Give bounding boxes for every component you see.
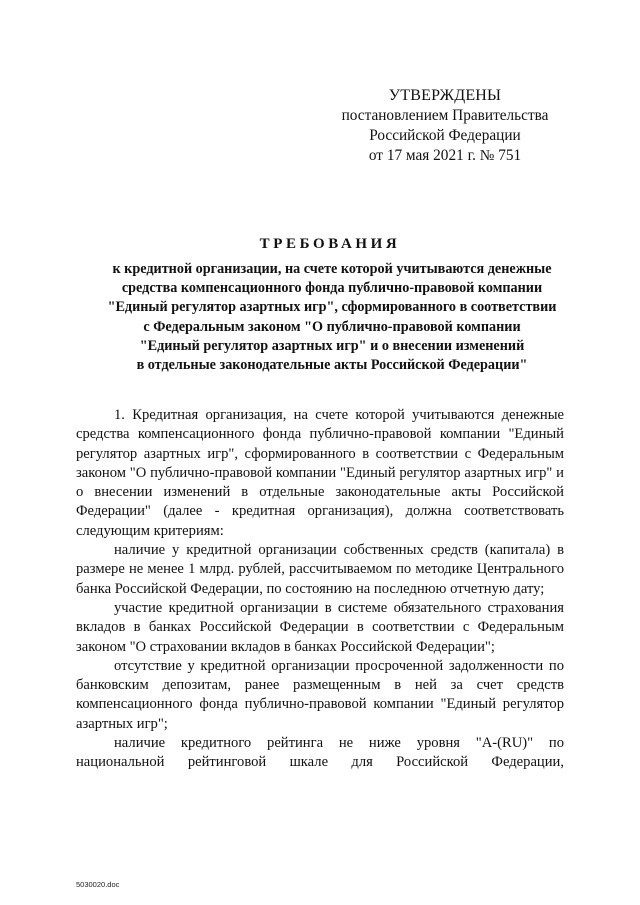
paragraph-no-overdue-debt-criterion: отсутствие у кредитной организации просроченной задолженности по банковским депозитам, ранее размещенным в ней за счет средств компенсационного фонда публично-правовой компании "Единый регулятор азартных игр"; <box>76 657 564 732</box>
approval-line-3: от 17 мая 2021 г. № 751 <box>368 147 522 164</box>
file-name-footer: 5030020.doc <box>76 880 120 889</box>
paragraph-1: 1. Кредитная организация, на счете которой учитываются денежные средства компенсационного фонда публично-правовой компании "Единый регулятор азартных игр", сформированного в соответствии с Федеральным законом "О публично-правовой компании "Единый регулятор азартных игр" и о внесении изменений в отдельные законодательные акты Российской Федерации" (далее - кредитная организация), должна соответствовать следующим критериям: <box>76 407 564 539</box>
approval-heading: УТВЕРЖДЕНЫ <box>388 87 502 104</box>
subtitle-line: с Федеральным законом "О публично-правовой компании <box>143 318 521 335</box>
subtitle-line: "Единый регулятор азартных игр" и о внесении изменений <box>139 337 525 354</box>
subtitle-line: "Единый регулятор азартных игр", сформированного в соответствии <box>107 299 557 316</box>
document-title: ТРЕБОВАНИЯ <box>259 236 401 252</box>
paragraph-credit-rating-criterion: наличие кредитного рейтинга не ниже уровня "A-(RU)" по национальной рейтинговой шкале для Российской Федерации, <box>76 735 564 771</box>
paragraph-capital-criterion: наличие у кредитной организации собственных средств (капитала) в размере не менее 1 млрд. рублей, рассчитываемом по методике Центрального банка Российской Федерации, по состоянию на последнюю отчетную дату; <box>76 542 564 597</box>
subtitle-line: в отдельные законодательные акты Российской Федерации" <box>136 357 528 374</box>
approval-line-2: Российской Федерации <box>369 127 521 144</box>
document-body <box>76 406 564 773</box>
subtitle-line: средства компенсационного фонда публично-правовой компании <box>121 280 543 297</box>
paragraph-deposit-insurance-criterion: участие кредитной организации в системе обязательного страхования вкладов в банках Российской Федерации в соответствии с Федеральным законом "О страховании вкладов в банках Российской Федерации"; <box>76 599 564 655</box>
approval-block <box>340 86 550 166</box>
approval-line-1: постановлением Правительства <box>341 107 549 124</box>
document-subtitle <box>64 260 600 375</box>
subtitle-line: к кредитной организации, на счете которой учитываются денежные <box>112 261 552 277</box>
